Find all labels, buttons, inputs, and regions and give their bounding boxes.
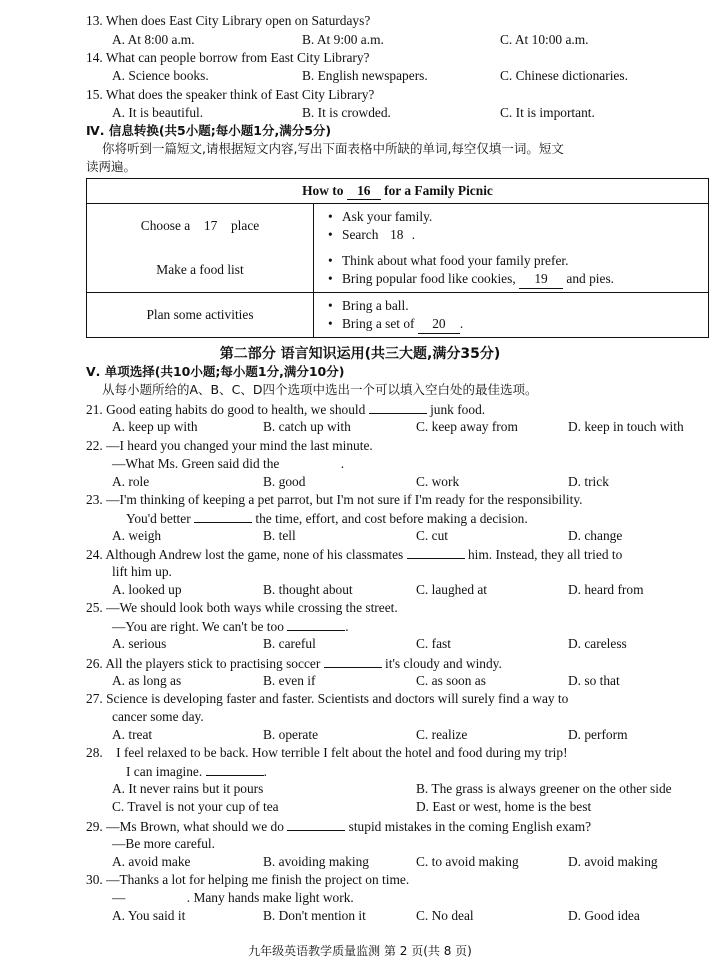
row-activities: Plan some activities	[87, 293, 314, 338]
blank-19: 19	[519, 270, 563, 289]
option-a: A. Science books.	[112, 68, 209, 83]
option-c: C. At 10:00 a.m.	[500, 32, 589, 47]
option-d: D. so that	[568, 673, 620, 688]
question-text: What can people borrow from East City Library?	[105, 50, 370, 65]
question-28-line-2: I can imagine. .	[126, 764, 267, 779]
section-5-instruction: 从每小题所给的A、B、C、D四个选项中选出一个可以填入空白处的最佳选项。	[102, 382, 538, 397]
question-25: 25. —We should look both ways while crossing the street.	[86, 600, 398, 615]
option-a: A. weigh	[112, 528, 162, 543]
option-c: C. cut	[416, 528, 448, 543]
question-number: 13.	[86, 13, 103, 28]
option-b: B. catch up with	[263, 419, 351, 434]
option-b: B. At 9:00 a.m.	[302, 32, 384, 47]
answer-blank	[206, 762, 264, 776]
row-food-list-items: • Think about what food your family prefer. • Bring popular food like cookies, 19 and pies.	[314, 248, 709, 293]
question-text: What does the speaker think of East City Library?	[105, 87, 375, 102]
section-4-heading: Ⅳ. 信息转换(共5小题;每小题1分,满分5分)	[86, 123, 332, 138]
option-c: C. keep away from	[416, 419, 518, 434]
option-c: C. as soon as	[416, 673, 486, 688]
option-b: B. tell	[263, 528, 296, 543]
option-c: C. realize	[416, 727, 468, 742]
blank-20: 20	[418, 315, 460, 334]
option-d: D. careless	[568, 636, 627, 651]
question-30: 30. —Thanks a lot for helping me finish the project on time.	[86, 872, 410, 887]
part-2-title: 第二部分 语言知识运用(共三大题,满分35分)	[219, 346, 501, 362]
option-b: B. good	[263, 474, 306, 489]
question-21: 21. Good eating habits do good to health, we should junk food.	[86, 402, 486, 417]
option-a: A. keep up with	[112, 419, 198, 434]
option-a: A. role	[112, 474, 150, 489]
answer-blank	[283, 455, 341, 468]
question-14	[86, 49, 370, 67]
option-a: A. It never rains but it pours	[112, 781, 264, 796]
question-30-line-2: — . Many hands make light work.	[112, 890, 354, 905]
page-footer: 九年级英语教学质量监测 第 2 页(共 8 页)	[248, 944, 472, 958]
row-choose-place: Choose a 17 place	[87, 204, 314, 249]
option-a: A. At 8:00 a.m.	[112, 32, 195, 47]
option-b: B. It is crowded.	[302, 105, 391, 120]
row-activities-items: • Bring a ball. • Bring a set of 20 .	[314, 293, 709, 338]
option-d: D. East or west, home is the best	[416, 799, 592, 814]
answer-blank	[129, 889, 187, 902]
option-d: D. perform	[568, 727, 628, 742]
question-29-line-2: —Be more careful.	[112, 836, 215, 851]
bullet-icon: •	[328, 270, 333, 286]
answer-blank	[194, 509, 252, 523]
option-a: A. avoid make	[112, 854, 191, 869]
question-22-line-2: —What Ms. Green said did the .	[112, 456, 345, 471]
answer-blank	[324, 654, 382, 668]
option-a: A. serious	[112, 636, 167, 651]
bullet-icon: •	[328, 315, 333, 331]
option-b: B. thought about	[263, 582, 353, 597]
question-number: 15.	[86, 87, 103, 102]
info-table	[86, 178, 709, 338]
row-choose-place-items: • Ask your family. • Search 18 .	[314, 204, 709, 249]
option-d: D. Good idea	[568, 908, 640, 923]
option-a: A. as long as	[112, 673, 182, 688]
question-23-line-2: You'd better the time, effort, and cost before making a decision.	[126, 511, 528, 526]
option-c: C. fast	[416, 636, 451, 651]
question-text: When does East City Library open on Saturdays?	[105, 13, 371, 28]
question-13	[86, 12, 370, 30]
option-b: B. The grass is always greener on the other side	[416, 781, 672, 796]
option-b: B. careful	[263, 636, 316, 651]
question-24-line-2: lift him up.	[112, 564, 172, 579]
option-d: D. heard from	[568, 582, 644, 597]
answer-blank	[287, 617, 345, 631]
question-26: 26. All the players stick to practising soccer it's cloudy and windy.	[86, 656, 502, 671]
answer-blank	[287, 817, 345, 831]
answer-blank	[407, 545, 465, 559]
bullet-icon: •	[328, 252, 333, 268]
blank-17: 17	[203, 218, 218, 233]
blank-18: 18	[390, 227, 404, 242]
section-4-instruction: 你将听到一篇短文,请根据短文内容,写出下面表格中所缺的单词,每空仅填一词。短文	[102, 141, 564, 156]
bullet-icon: •	[328, 227, 333, 242]
option-c: C. No deal	[416, 908, 474, 923]
option-a: A. You said it	[112, 908, 186, 923]
question-23: 23. —I'm thinking of keeping a pet parrot, but I'm not sure if I'm ready for the responsibility.	[86, 492, 583, 507]
question-24: 24. Although Andrew lost the game, none of his classmates him. Instead, they all tried to	[86, 547, 623, 562]
option-b: B. even if	[263, 673, 316, 688]
answer-blank	[369, 400, 427, 414]
row-food-list: Make a food list	[87, 248, 314, 293]
question-29: 29. —Ms Brown, what should we do stupid mistakes in the coming English exam?	[86, 819, 592, 834]
question-15	[86, 86, 374, 104]
section-4-instruction-cont: 读两遍。	[86, 159, 137, 174]
option-b: B. operate	[263, 727, 319, 742]
option-b: B. avoiding making	[263, 854, 370, 869]
option-c: C. It is important.	[500, 105, 595, 120]
option-d: D. change	[568, 528, 623, 543]
option-c: C. Chinese dictionaries.	[500, 68, 628, 83]
option-a: A. treat	[112, 727, 153, 742]
option-d: D. trick	[568, 474, 609, 489]
question-22: 22. —I heard you changed your mind the last minute.	[86, 438, 373, 453]
question-25-line-2: —You are right. We can't be too .	[112, 619, 349, 634]
question-number: 14.	[86, 50, 103, 65]
question-27: 27. Science is developing faster and faster. Scientists and doctors will surely find a way to	[86, 691, 569, 706]
option-c: C. Travel is not your cup of tea	[112, 799, 279, 814]
bullet-icon: •	[328, 209, 333, 224]
table-title: How to 16 for a Family Picnic	[87, 179, 709, 204]
question-27-line-2: cancer some day.	[112, 709, 204, 724]
bullet-icon: •	[328, 297, 333, 313]
option-d: D. keep in touch with	[568, 419, 684, 434]
question-28: 28. I feel relaxed to be back. How terrible I felt about the hotel and food during my trip!	[86, 745, 568, 760]
option-c: C. laughed at	[416, 582, 488, 597]
option-a: A. looked up	[112, 582, 182, 597]
option-c: C. work	[416, 474, 460, 489]
section-5-heading: Ⅴ. 单项选择(共10小题;每小题1分,满分10分)	[86, 364, 345, 379]
option-c: C. to avoid making	[416, 854, 519, 869]
blank-16: 16	[347, 183, 381, 200]
option-b: B. Don't mention it	[263, 908, 366, 923]
option-b: B. English newspapers.	[302, 68, 428, 83]
option-a: A. It is beautiful.	[112, 105, 204, 120]
option-d: D. avoid making	[568, 854, 658, 869]
